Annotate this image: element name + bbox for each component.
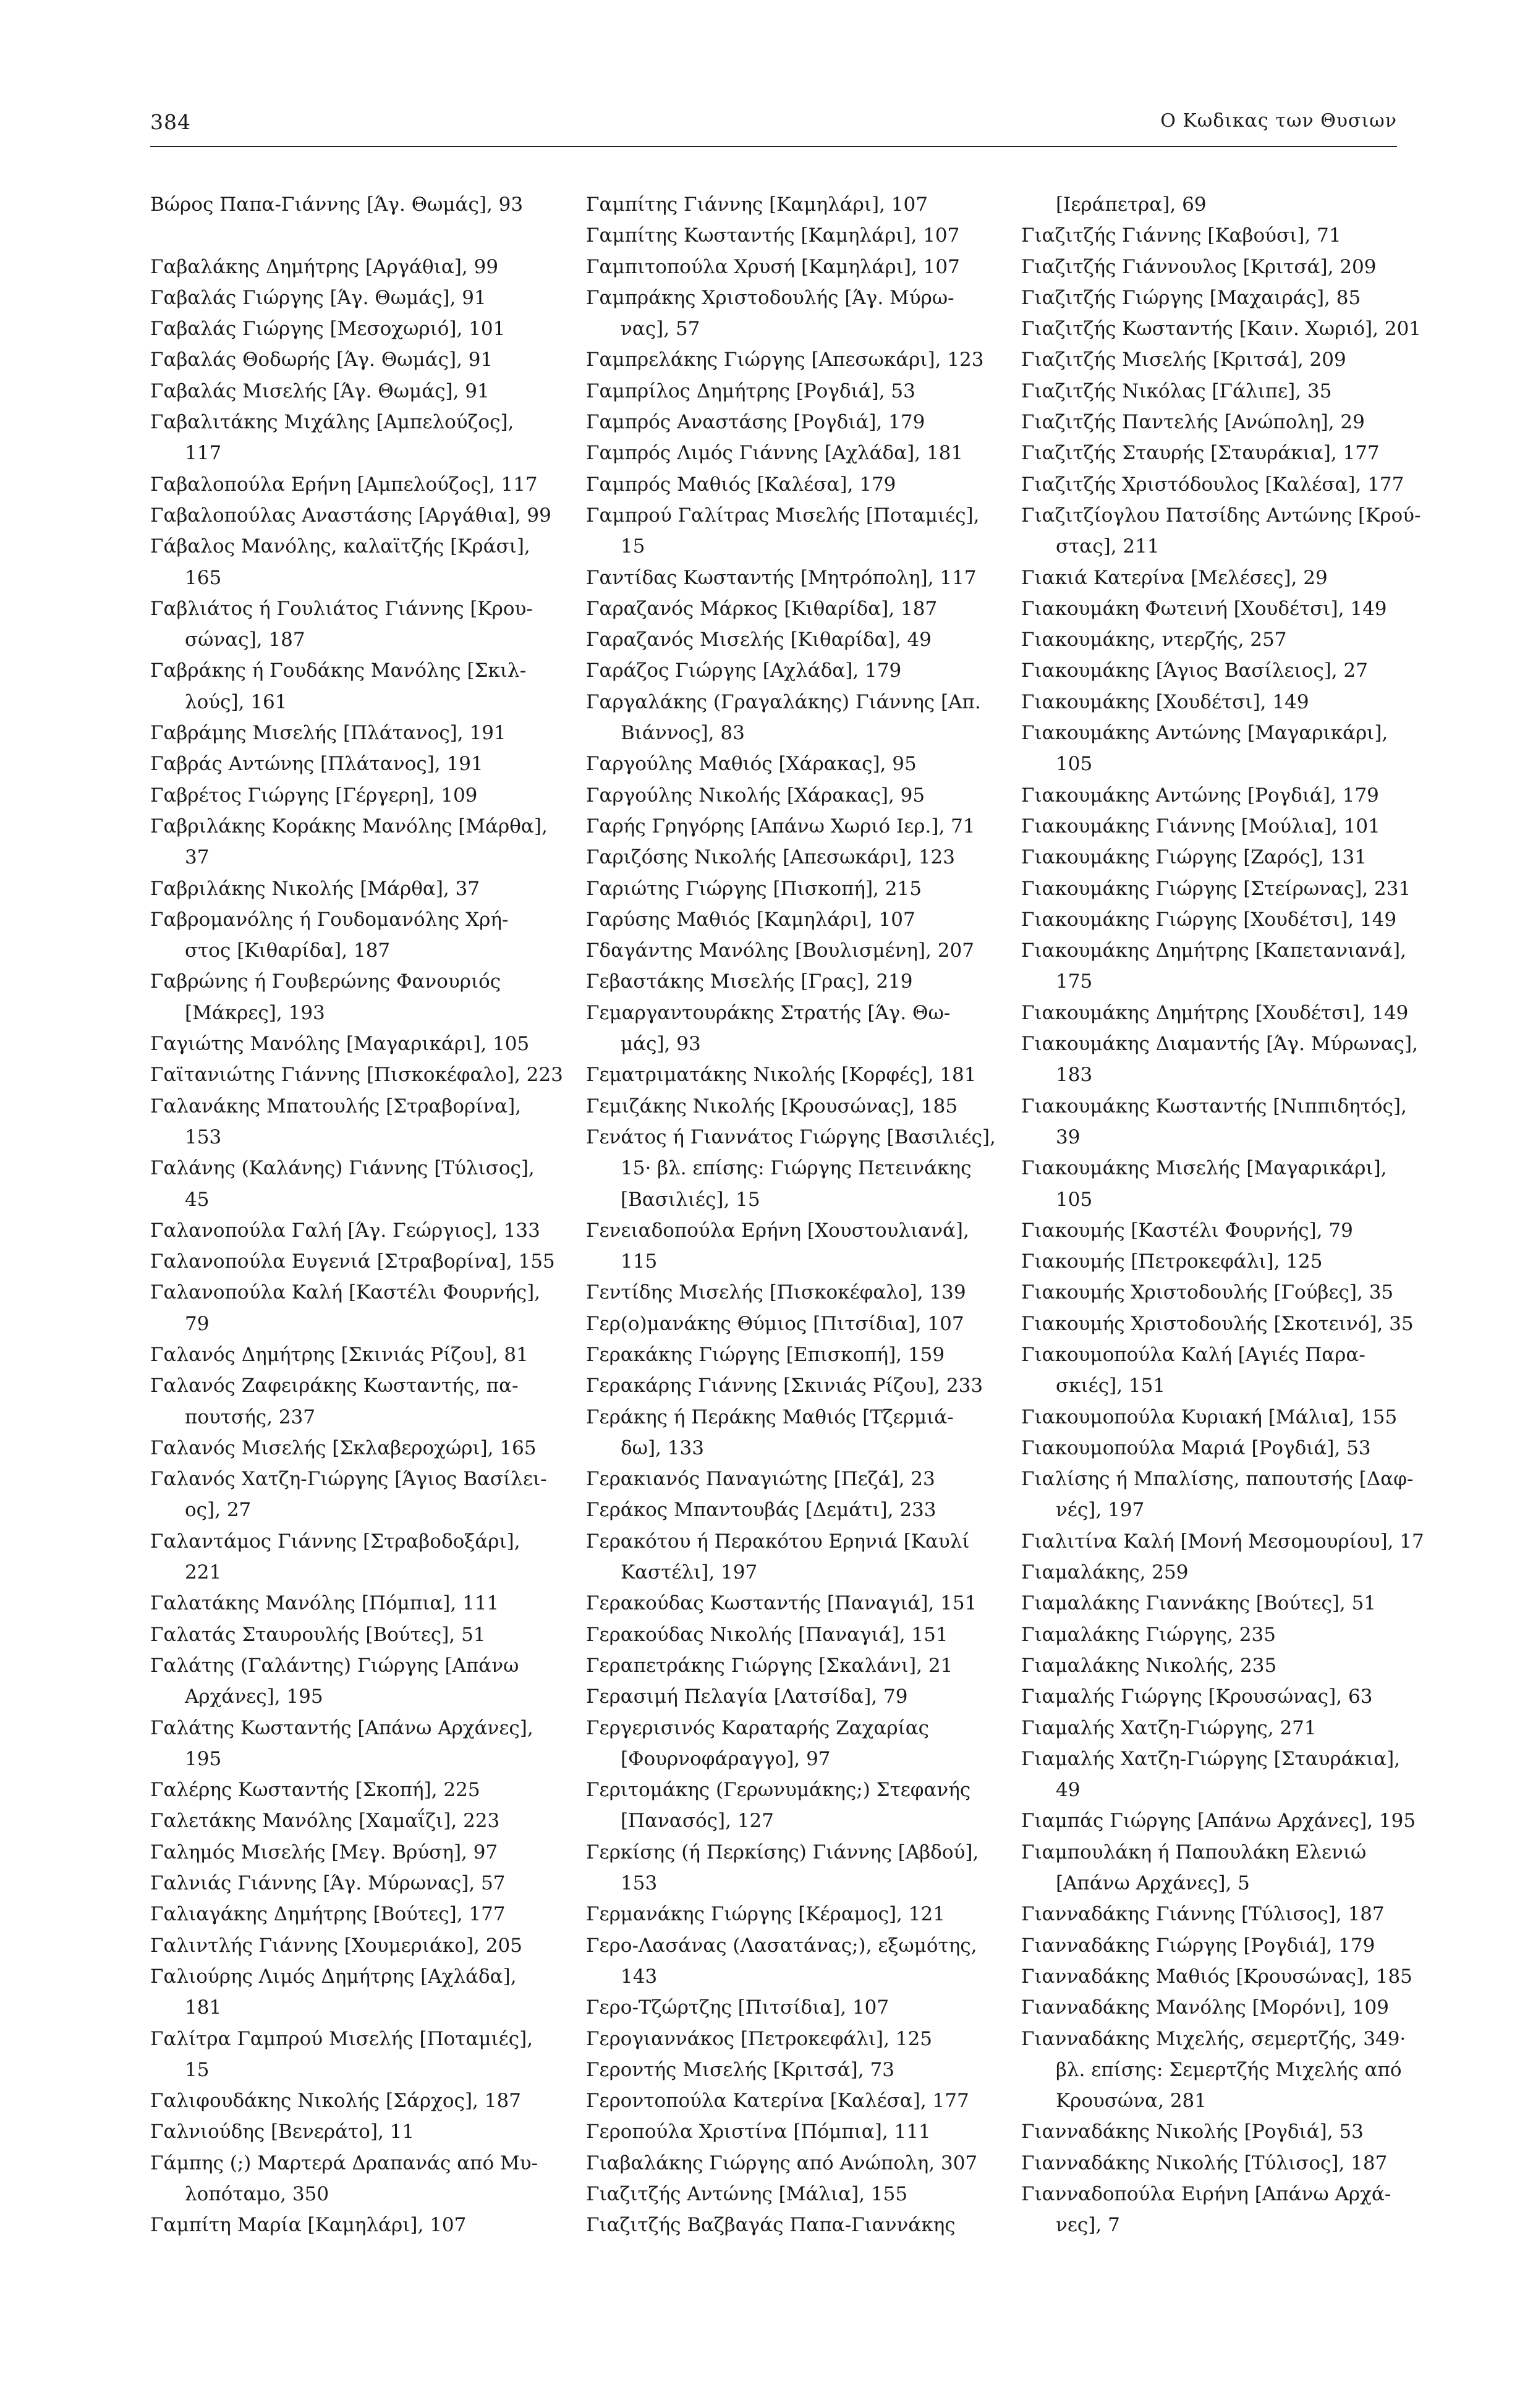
- index-entry: Γαβαλάς Μισελής [Άγ. Θωμάς], 91: [150, 379, 490, 402]
- index-entry: Γαμπιτοπούλα Χρυσή [Καμηλάρι], 107: [586, 255, 960, 278]
- index-column-3: [1021, 189, 1424, 2241]
- index-entry: Γιαμαλής Γιώργης [Κρουσώνας], 63: [1021, 1685, 1373, 1708]
- index-entry: Γεμιζάκης Νικολής [Κρουσώνας], 185: [586, 1095, 958, 1117]
- index-column-2: [586, 189, 996, 2241]
- index-entry-continuation: 15: [185, 2058, 210, 2081]
- index-entry: Γαντίδας Κωσταντής [Μητρόπολη], 117: [586, 566, 977, 589]
- index-entry: Γαβριλάκης Κοράκης Μανόλης [Μάρθα],: [150, 815, 548, 837]
- index-entry-continuation: [Βασιλιές], 15: [621, 1188, 760, 1211]
- index-entry: Γιακουμάκης Κωσταντής [Νιππιδητός],: [1021, 1095, 1407, 1117]
- index-entry: Γαβράμης Μισελής [Πλάτανος], 191: [150, 722, 506, 745]
- index-entry: Γιαμαλάκης Νικολής, 235: [1021, 1654, 1277, 1677]
- index-entry: Γιαζιτζίογλου Πατσίδης Αντώνης [Κρού-: [1021, 504, 1421, 527]
- index-entry-continuation: 37: [185, 846, 210, 869]
- index-entry: Γεροντοπούλα Κατερίνα [Καλέσα], 177: [586, 2090, 969, 2113]
- index-entry: Βώρος Παπα-Γιάννης [Άγ. Θωμάς], 93: [150, 193, 524, 216]
- index-entry-continuation: νας], 57: [621, 318, 700, 341]
- index-entry-continuation: 165: [185, 566, 222, 589]
- index-entry: Γαλάτης (Γαλάντης) Γιώργης [Απάνω: [150, 1654, 519, 1677]
- index-entry: Γιακουμάκης Δημήτρης [Καπετανιανά],: [1021, 939, 1406, 962]
- index-entry: Γαβλιάτος ή Γουλιάτος Γιάννης [Κρου-: [150, 597, 533, 620]
- index-entry: Γαβαλάς Θοδωρής [Άγ. Θωμάς], 91: [150, 349, 493, 371]
- index-entry-continuation: νές], 197: [1056, 1499, 1145, 1522]
- index-entry: Γαριώτης Γιώργης [Πισκοπή], 215: [586, 877, 922, 900]
- index-entry: Γιαμαλάκης Γιώργης, 235: [1021, 1623, 1276, 1646]
- index-entry: Γιακουμάκης Αντώνης [Ρογδιά], 179: [1021, 784, 1379, 807]
- index-entry: Γαβριλάκης Νικολής [Μάρθα], 37: [150, 877, 480, 900]
- index-entry: Γιακουμής [Πετροκεφάλι], 125: [1021, 1250, 1323, 1273]
- index-entry: Γαβαλοπούλα Ερήνη [Αμπελούζος], 117: [150, 473, 538, 496]
- index-entry: Γαγιώτης Μανόλης [Μαγαρικάρι], 105: [150, 1033, 530, 1056]
- index-entry: Γερακούδας Νικολής [Παναγιά], 151: [586, 1623, 948, 1646]
- index-entry: Γιαζιτζής Χριστόδουλος [Καλέσα], 177: [1021, 473, 1404, 496]
- index-entry: Γιακουμοπούλα Καλή [Αγιές Παρα-: [1021, 1343, 1365, 1366]
- index-entry: Γιακουμάκης [Χουδέτσι], 149: [1021, 690, 1309, 713]
- index-entry: Γεριτομάκης (Γερωνυμάκης;) Στεφανής: [586, 1779, 971, 1802]
- index-entry-continuation: μάς], 93: [621, 1033, 701, 1056]
- index-entry: Γαμπρίλος Δημήτρης [Ρογδιά], 53: [586, 379, 915, 402]
- index-entry: Γεροπούλα Χριστίνα [Πόμπια], 111: [586, 2121, 931, 2143]
- index-entry: Γιακιά Κατερίνα [Μελέσες], 29: [1021, 566, 1328, 589]
- index-entry-continuation: Κρουσώνα, 281: [1056, 2090, 1207, 2113]
- index-entry: Γαλνιούδης [Βενεράτο], 11: [150, 2121, 415, 2143]
- index-entry: Γαλανοπούλα Γαλή [Άγ. Γεώργιος], 133: [150, 1219, 540, 1242]
- index-entry: Γαβαλάς Γιώργης [Άγ. Θωμάς], 91: [150, 286, 486, 309]
- index-entry-continuation: [Πανασός], 127: [621, 1810, 774, 1833]
- index-entry: Γιακουμάκης Διαμαντής [Άγ. Μύρωνας],: [1021, 1033, 1418, 1056]
- index-entry: Γαβαλιτάκης Μιχάλης [Αμπελούζος],: [150, 411, 514, 434]
- index-entry: Γιαζιτζής Γιάννουλος [Κριτσά], 209: [1021, 255, 1377, 278]
- index-entry: Γερο-Λασάνας (Λασατάνας;), εξωμότης,: [586, 1934, 977, 1957]
- entry-spacer: [150, 220, 527, 251]
- index-entry-continuation: 39: [1056, 1126, 1081, 1148]
- index-entry-continuation: 15: [621, 535, 645, 558]
- index-entry: Γερ(ο)μανάκης Θύμιος [Πιτσίδια], 107: [586, 1312, 964, 1335]
- index-entry: Γαλανός Μισελής [Σκλαβεροχώρι], 165: [150, 1436, 537, 1459]
- index-entry-continuation: 117: [185, 442, 222, 465]
- index-entry-continuation: 183: [1056, 1064, 1093, 1087]
- index-entry: Γιακουμάκης Μισελής [Μαγαρικάρι],: [1021, 1157, 1387, 1180]
- index-entry: Γιαζιτζής Νικόλας [Γάλιπε], 35: [1021, 379, 1332, 402]
- index-entry: Γαριζόσης Νικολής [Απεσωκάρι], 123: [586, 846, 956, 869]
- index-entry: Γαϊτανιώτης Γιάννης [Πισκοκέφαλο], 223: [150, 1064, 563, 1087]
- index-entry: Γιαμαλής Χατζη-Γιώργης, 271: [1021, 1716, 1317, 1739]
- index-entry: Γαλέρης Κωσταντής [Σκοπή], 225: [150, 1779, 480, 1802]
- index-entry: Γαργούλης Μαθιός [Χάρακας], 95: [586, 753, 917, 776]
- index-entry-continuation: πουτσής, 237: [185, 1405, 316, 1428]
- index-entry: Γαλνιάς Γιάννης [Άγ. Μύρωνας], 57: [150, 1872, 506, 1895]
- index-entry: Γεμαργαντουράκης Στρατής [Άγ. Θω-: [586, 1001, 951, 1024]
- index-entry: Γαβαλοπούλας Αναστάσης [Αργάθια], 99: [150, 504, 551, 527]
- index-entry: Γάμπης (;) Μαρτερά Δραπανάς από Μυ-: [150, 2152, 538, 2174]
- index-entry-continuation: [Ιεράπετρα], 69: [1056, 193, 1207, 216]
- index-entry-continuation: 79: [185, 1312, 210, 1335]
- index-entry: Γιαβαλάκης Γιώργης από Ανώπολη, 307: [586, 2152, 978, 2174]
- index-entry: Γιακουμής Χριστοδουλής [Σκοτεινό], 35: [1021, 1312, 1414, 1335]
- index-entry: Γιακουμάκης Γιάννης [Μούλια], 101: [1021, 815, 1380, 837]
- index-entry-continuation: στας], 211: [1056, 535, 1160, 558]
- index-entry: Γιαλίσης ή Μπαλίσης, παπουτσής [Δαφ-: [1021, 1468, 1414, 1491]
- index-entry: Γαλανός Ζαφειράκης Κωσταντής, πα-: [150, 1375, 519, 1397]
- index-entry: Γιαμπάς Γιώργης [Απάνω Αρχάνες], 195: [1021, 1810, 1416, 1833]
- index-entry-continuation: 45: [185, 1188, 210, 1211]
- index-entry: Γερογιαννάκος [Πετροκεφάλι], 125: [586, 2027, 933, 2050]
- index-entry: Γαλημός Μισελής [Μεγ. Βρύση], 97: [150, 1841, 498, 1863]
- index-entry: Γερκίσης (ή Περκίσης) Γιάννης [Αβδού],: [586, 1841, 979, 1863]
- index-entry: Γιαζιτζής Αντώνης [Μάλια], 155: [586, 2183, 908, 2205]
- index-entry-continuation: ος], 27: [185, 1499, 252, 1522]
- index-entry: Γεράκος Μπαντουβάς [Δεμάτι], 233: [586, 1499, 936, 1522]
- index-entry-continuation: στος [Κιθαρίδα], 187: [185, 939, 391, 962]
- index-entry: Γιαμπουλάκη ή Παπουλάκη Ελενιώ: [1021, 1841, 1367, 1863]
- index-entry: Γερακάρης Γιάννης [Σκινιάς Ρίζου], 233: [586, 1375, 983, 1397]
- page-header: [150, 110, 1397, 145]
- index-entry: Γαλιαγάκης Δημήτρης [Βούτες], 177: [150, 1903, 506, 1926]
- index-entry: Γαμπρού Γαλίτρας Μισελής [Ποταμιές],: [586, 504, 980, 527]
- index-entry-continuation: 143: [621, 1965, 658, 1988]
- index-entry: Γενειαδοπούλα Ερήνη [Χουστουλιανά],: [586, 1219, 969, 1242]
- index-entry: Γαμπίτης Κωσταντής [Καμηλάρι], 107: [586, 224, 960, 247]
- index-entry: Γαλατάκης Μανόλης [Πόμπια], 111: [150, 1592, 499, 1615]
- index-entry: Γιαζιτζής Μισελής [Κριτσά], 209: [1021, 349, 1346, 371]
- index-entry: Γιαζιτζής Βαζβαγάς Παπα-Γιαννάκης: [586, 2214, 956, 2237]
- index-entry: Γιαζιτζής Γιώργης [Μαχαιράς], 85: [1021, 286, 1361, 309]
- running-title: Ο Κωδικας των Θυσιων: [1160, 110, 1397, 132]
- index-entry: Γαλιφουδάκης Νικολής [Σάρχος], 187: [150, 2090, 521, 2113]
- index-entry: Γεράκης ή Περάκης Μαθιός [Τζερμιά-: [586, 1405, 954, 1428]
- index-entry: Γερμανάκης Γιώργης [Κέραμος], 121: [586, 1903, 945, 1926]
- index-entry: Γάβαλος Μανόλης, καλαϊτζής [Κράσι],: [150, 535, 530, 558]
- index-entry: Γαραζανός Μισελής [Κιθαρίδα], 49: [586, 629, 932, 651]
- index-entry: Γιανναδάκης Μιχελής, σεμερτζής, 349·: [1021, 2027, 1406, 2050]
- index-entry-continuation: 15· βλ. επίσης: Γιώργης Πετεινάκης: [621, 1157, 972, 1180]
- index-entry: Γιαζιτζής Κωσταντής [Καιν. Χωριό], 201: [1021, 318, 1422, 341]
- index-entry-continuation: 49: [1056, 1779, 1081, 1802]
- index-entry: Γαλανάκης Μπατουλής [Στραβορίνα],: [150, 1095, 522, 1117]
- index-entry: Γεραπετράκης Γιώργης [Σκαλάνι], 21: [586, 1654, 953, 1677]
- index-entry: Γιακουμάκης, ντερζής, 257: [1021, 629, 1287, 651]
- index-entry: Γαβρώνης ή Γουβερώνης Φανουριός: [150, 970, 501, 993]
- index-entry: Γεματριματάκης Νικολής [Κορφές], 181: [586, 1064, 977, 1087]
- index-entry: Γεβαστάκης Μισελής [Γρας], 219: [586, 970, 913, 993]
- index-entry-continuation: λοπόταμο, 350: [185, 2183, 329, 2205]
- index-entry: Γερακότου ή Περακότου Ερηνιά [Καυλί: [586, 1530, 970, 1553]
- index-entry-continuation: δω], 133: [621, 1436, 704, 1459]
- index-entry: Γαβράς Αντώνης [Πλάτανος], 191: [150, 753, 483, 776]
- index-entry: Γιακουμής Χριστοδουλής [Γούβες], 35: [1021, 1281, 1394, 1304]
- index-entry-continuation: [Φουρνοφάραγγο], 97: [621, 1747, 831, 1770]
- page-number: 384: [150, 110, 191, 134]
- index-entry-continuation: 181: [185, 1996, 222, 2019]
- index-entry: Γιαζιτζής Γιάννης [Καβούσι], 71: [1021, 224, 1341, 247]
- index-entry: Γιανναδάκης Νικολής [Ρογδιά], 53: [1021, 2121, 1364, 2143]
- index-entry-continuation: 221: [185, 1561, 222, 1584]
- index-entry: Γαμπίτη Μαρία [Καμηλάρι], 107: [150, 2214, 467, 2237]
- index-entry-continuation: 153: [621, 1872, 658, 1895]
- index-entry: Γιαλιτίνα Καλή [Μονή Μεσομουρίου], 17: [1021, 1530, 1424, 1553]
- index-entry-continuation: [Μάκρες], 193: [185, 1001, 325, 1024]
- index-entry: Γαλανοπούλα Ευγενιά [Στραβορίνα], 155: [150, 1250, 555, 1273]
- index-entry: Γαρής Γρηγόρης [Απάνω Χωριό Ιερ.], 71: [586, 815, 975, 837]
- index-entry: Γερακούδας Κωσταντής [Παναγιά], 151: [586, 1592, 977, 1615]
- index-entry-continuation: βλ. επίσης: Σεμερτζής Μιχελής από: [1056, 2058, 1402, 2081]
- index-entry: Γαβρέτος Γιώργης [Γέργερη], 109: [150, 784, 478, 807]
- index-entry: Γαλιντλής Γιάννης [Χουμεριάκο], 205: [150, 1934, 522, 1957]
- index-entry: Γιακουμάκης Γιώργης [Στείρωνας], 231: [1021, 877, 1411, 900]
- index-entry-continuation: νες], 7: [1056, 2214, 1120, 2237]
- index-entry: Γιανναδάκης Γιώργης [Ρογδιά], 179: [1021, 1934, 1375, 1957]
- index-entry-continuation: σκιές], 151: [1056, 1375, 1166, 1397]
- index-entry: Γερο-Τζώρτζης [Πιτσίδια], 107: [586, 1996, 890, 2019]
- index-entry: Γιακουμάκης [Άγιος Βασίλειος], 27: [1021, 659, 1368, 682]
- index-entry: Γεργερισινός Καραταρής Ζαχαρίας: [586, 1716, 930, 1739]
- index-entry: Γαμπρός Αναστάσης [Ρογδιά], 179: [586, 411, 925, 434]
- index-entry: Γερακάκης Γιώργης [Επισκοπή], 159: [586, 1343, 945, 1366]
- index-entry-continuation: 175: [1056, 970, 1093, 993]
- index-entry: Γαλανός Χατζη-Γιώργης [Άγιος Βασίλει-: [150, 1468, 547, 1491]
- index-entry: Γαβαλάς Γιώργης [Μεσοχωριό], 101: [150, 318, 506, 341]
- index-entry-continuation: 115: [621, 1250, 658, 1273]
- index-entry: Γαργούλης Νικολής [Χάρακας], 95: [586, 784, 925, 807]
- index-entry: Γιανναδάκης Μαθιός [Κρουσώνας], 185: [1021, 1965, 1412, 1988]
- index-entry: Γιαμαλάκης Γιαννάκης [Βούτες], 51: [1021, 1592, 1377, 1615]
- index-entry: Γαλιούρης Λιμός Δημήτρης [Αχλάδα],: [150, 1965, 517, 1988]
- index-entry: Γαμπρελάκης Γιώργης [Απεσωκάρι], 123: [586, 349, 984, 371]
- index-entry: Γιανναδάκης Νικολής [Τύλισος], 187: [1021, 2152, 1388, 2174]
- index-entry: Γαλίτρα Γαμπρού Μισελής [Ποταμιές],: [150, 2027, 533, 2050]
- header-rule: [150, 146, 1397, 147]
- index-entry: Γιαζιτζής Σταυρής [Σταυράκια], 177: [1021, 442, 1380, 465]
- index-entry: Γιακουμής [Καστέλι Φουρνής], 79: [1021, 1219, 1353, 1242]
- index-entry: Γαμπρός Μαθιός [Καλέσα], 179: [586, 473, 896, 496]
- index-entry: Γιανναδοπούλα Ειρήνη [Απάνω Αρχά-: [1021, 2183, 1391, 2205]
- index-entry: Γαλανός Δημήτρης [Σκινιάς Ρίζου], 81: [150, 1343, 529, 1366]
- index-entry-continuation: λούς], 161: [185, 690, 287, 713]
- index-entry: Γαμπράκης Χριστοδουλής [Άγ. Μύρω-: [586, 286, 954, 309]
- index-entry: Γαράζος Γιώργης [Αχλάδα], 179: [586, 659, 902, 682]
- index-entry-continuation: σώνας], 187: [185, 629, 305, 651]
- index-entry: Γαμπίτης Γιάννης [Καμηλάρι], 107: [586, 193, 928, 216]
- index-entry-continuation: 153: [185, 1126, 222, 1148]
- index-column-1: [150, 189, 563, 2241]
- index-entry: Γερακιανός Παναγιώτης [Πεζά], 23: [586, 1468, 935, 1491]
- index-entry: Γεροντής Μισελής [Κριτσά], 73: [586, 2058, 894, 2081]
- index-entry: Γδαγάντης Μανόλης [Βουλισμένη], 207: [586, 939, 974, 962]
- index-entry: Γιανναδάκης Γιάννης [Τύλισος], 187: [1021, 1903, 1385, 1926]
- index-entry: Γιαμαλής Χατζη-Γιώργης [Σταυράκια],: [1021, 1747, 1401, 1770]
- index-entry-continuation: Βιάννος], 83: [621, 722, 745, 745]
- index-entry: Γαρύσης Μαθιός [Καμηλάρι], 107: [586, 908, 915, 931]
- index-entry-continuation: 195: [185, 1747, 222, 1770]
- index-entry-continuation: 105: [1056, 753, 1093, 776]
- index-entry: Γιακουμάκη Φωτεινή [Χουδέτσι], 149: [1021, 597, 1387, 620]
- index-entry: Γιακουμάκης Γιώργης [Ζαρός], 131: [1021, 846, 1367, 869]
- index-entry-continuation: Καστέλι], 197: [621, 1561, 758, 1584]
- index-entry: Γαλάτης Κωσταντής [Απάνω Αρχάνες],: [150, 1716, 533, 1739]
- index-entry-continuation: Αρχάνες], 195: [185, 1685, 323, 1708]
- index-entry: Γαβράκης ή Γουδάκης Μανόλης [Σκιλ-: [150, 659, 527, 682]
- index-entry: Γαβρομανόλης ή Γουδομανόλης Χρή-: [150, 908, 509, 931]
- index-entry: Γενάτος ή Γιαννάτος Γιώργης [Βασιλιές],: [586, 1126, 996, 1148]
- index-entry: Γιακουμοπούλα Κυριακή [Μάλια], 155: [1021, 1405, 1398, 1428]
- index-entry: Γαλάνης (Καλάνης) Γιάννης [Τύλισος],: [150, 1157, 535, 1180]
- index-entry: Γαργαλάκης (Γραγαλάκης) Γιάννης [Απ.: [586, 690, 981, 713]
- index-entry-continuation: 105: [1056, 1188, 1093, 1211]
- index-entry: Γαραζανός Μάρκος [Κιθαρίδα], 187: [586, 597, 938, 620]
- index-entry: Γαλετάκης Μανόλης [Χαμαΐζι], 223: [150, 1810, 500, 1833]
- index-entry: Γαμπρός Λιμός Γιάννης [Αχλάδα], 181: [586, 442, 964, 465]
- index-entry: Γαλανοπούλα Καλή [Καστέλι Φουρνής],: [150, 1281, 541, 1304]
- index-entry: Γιαζιτζής Παντελής [Ανώπολη], 29: [1021, 411, 1365, 434]
- index-entry-continuation: [Απάνω Αρχάνες], 5: [1056, 1872, 1250, 1895]
- index-entry: Γιακουμοπούλα Μαριά [Ρογδιά], 53: [1021, 1436, 1371, 1459]
- index-entry: Γαβαλάκης Δημήτρης [Αργάθια], 99: [150, 255, 499, 278]
- index-entry: Γερασιμή Πελαγία [Λατσίδα], 79: [586, 1685, 908, 1708]
- index-entry: Γαλαντάμος Γιάννης [Στραβοδοξάρι],: [150, 1530, 520, 1553]
- index-entry: Γιαμαλάκης, 259: [1021, 1561, 1189, 1584]
- index-entry: Γεντίδης Μισελής [Πισκοκέφαλο], 139: [586, 1281, 966, 1304]
- index-entry: Γιακουμάκης Δημήτρης [Χουδέτσι], 149: [1021, 1001, 1409, 1024]
- index-entry: Γαλατάς Σταυρουλής [Βούτες], 51: [150, 1623, 486, 1646]
- index-entry: Γιανναδάκης Μανόλης [Μορόνι], 109: [1021, 1996, 1389, 2019]
- index-entry: Γιακουμάκης Αντώνης [Μαγαρικάρι],: [1021, 722, 1388, 745]
- index-entry: Γιακουμάκης Γιώργης [Χουδέτσι], 149: [1021, 908, 1397, 931]
